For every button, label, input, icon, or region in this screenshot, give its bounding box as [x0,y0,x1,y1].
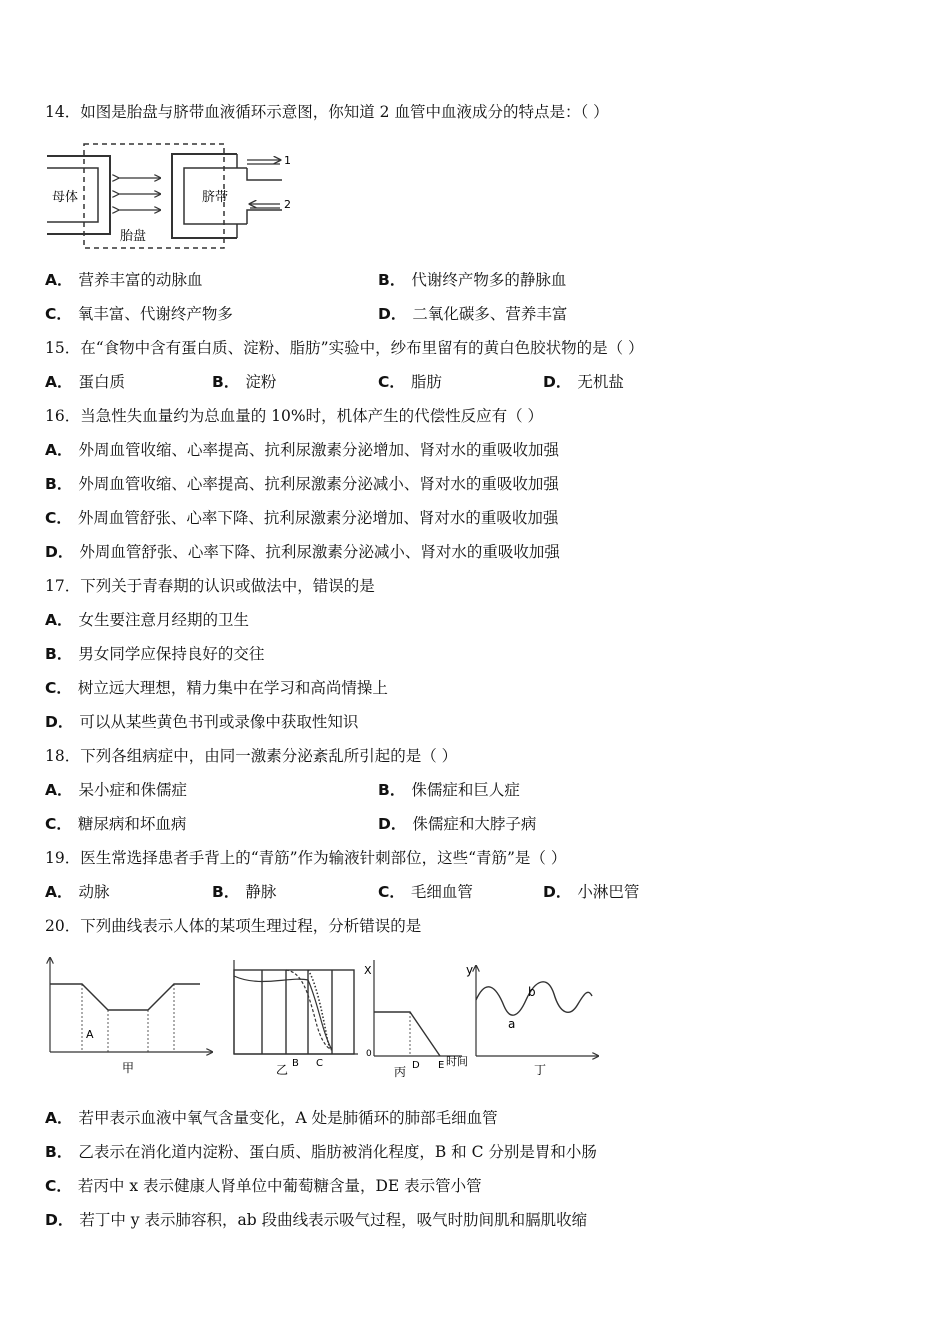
q14-option-b[interactable]: B． 代谢终产物多的静脉血 [378,271,567,289]
q16-stem: 16．当急性失血量约为总血量的 10%时，机体产生的代偿性反应有（ ） [45,407,544,425]
q17-option-d[interactable]: D． 可以从某些黄色书刊或录像中获取性知识 [45,713,359,731]
yi-caption: 乙 [276,1063,289,1077]
bing-zero-label: 0 [366,1049,372,1059]
placenta-cord-diagram [42,140,302,252]
q19-option-b[interactable]: B． 静脉 [212,883,277,901]
q17-option-c[interactable]: C． 树立远大理想，精力集中在学习和高尚情操上 [45,679,388,697]
bing-curve [374,1012,440,1056]
ding-b-label: b [528,985,536,999]
q19-option-c[interactable]: C． 毛细血管 [378,883,473,901]
q16-option-c[interactable]: C． 外周血管舒张、心率下降、抗利尿激素分泌增加、肾对水的重吸收加强 [45,509,559,527]
q20-option-b[interactable]: B． 乙表示在消化道内淀粉、蛋白质、脂肪被消化程度，B 和 C 分别是胃和小肠 [45,1143,597,1161]
q19-option-d[interactable]: D． 小淋巴管 [543,883,640,901]
q16-option-b[interactable]: B． 外周血管收缩、心率提高、抗利尿激素分泌减小、肾对水的重吸收加强 [45,475,559,493]
q19-option-a[interactable]: A． 动脉 [45,883,110,901]
q15-option-a[interactable]: A． 蛋白质 [45,373,126,391]
bing-time-label: 时间 [446,1055,468,1068]
yi-curve-fat [308,970,332,1050]
vessel-2-label: 2 [284,198,291,211]
yi-B-label: B [292,1058,299,1069]
bing-D-label: D [412,1060,420,1071]
bing-x-label: X [364,964,372,977]
q18-option-b[interactable]: B． 侏儒症和巨人症 [378,781,520,799]
q15-option-c[interactable]: C． 脂肪 [378,373,442,391]
q19-stem: 19．医生常选择患者手背上的“青筋”作为输液针刺部位，这些“青筋”是（ ） [45,849,567,867]
q17-option-a[interactable]: A． 女生要注意月经期的卫生 [45,611,250,629]
q14-stem: 14．如图是胎盘与脐带血液循环示意图，你知道 2 血管中血液成分的特点是：（ ） [45,103,609,121]
q15-stem: 15．在“食物中含有蛋白质、淀粉、脂肪”实验中，纱布里留有的黄白色胶状物的是（ ） [45,339,644,357]
jia-curve [50,984,200,1010]
q20-stem: 20．下列曲线表示人体的某项生理过程，分析错误的是 [45,917,422,935]
q20-option-d[interactable]: D． 若丁中 y 表示肺容积，ab 段曲线表示吸气过程，吸气时肋间肌和膈肌收缩 [45,1211,588,1229]
q16-option-d[interactable]: D． 外周血管舒张、心率下降、抗利尿激素分泌减小、肾对水的重吸收加强 [45,543,560,561]
placenta-label: 胎盘 [120,229,147,244]
graph-ding [466,963,598,1077]
q17-stem: 17．下列关于青春期的认识或做法中，错误的是 [45,577,375,595]
graph-yi [234,960,358,1077]
yi-curve-starch [234,976,332,1050]
bing-E-label: E [438,1060,445,1071]
q18-stem: 18．下列各组病症中，由同一激素分泌紊乱所引起的是（ ） [45,747,458,765]
q20-option-c[interactable]: C． 若丙中 x 表示健康人肾单位中葡萄糖含量，DE 表示管小管 [45,1177,482,1195]
ding-caption: 丁 [534,1063,547,1077]
mother-label: 母体 [52,190,79,205]
graph-jia [50,958,212,1075]
q14-option-a[interactable]: A． 营养丰富的动脉血 [45,271,203,289]
physiology-curves-figure [40,952,610,1082]
q18-option-a[interactable]: A． 呆小症和侏儒症 [45,781,188,799]
ding-a-label: a [508,1017,516,1031]
q14-option-d[interactable]: D． 二氧化碳多、营养丰富 [378,305,568,323]
q20-option-a[interactable]: A． 若甲表示血液中氧气含量变化，A 处是肺循环的肺部毛细血管 [45,1109,498,1127]
jia-A-label: A [86,1028,94,1041]
q15-option-b[interactable]: B． 淀粉 [212,373,277,391]
yi-C-label: C [316,1058,323,1069]
q18-option-d[interactable]: D． 侏儒症和大脖子病 [378,815,537,833]
vessel-1-label: 1 [284,154,291,167]
bing-caption: 丙 [394,1065,407,1079]
q15-option-d[interactable]: D． 无机盐 [543,373,624,391]
jia-caption: 甲 [122,1061,135,1075]
cord-label: 脐带 [202,190,229,205]
graph-bing [364,960,468,1079]
ding-y-label: y [466,963,474,977]
q18-option-c[interactable]: C． 糖尿病和坏血病 [45,815,187,833]
q14-option-c[interactable]: C． 氧丰富、代谢终产物多 [45,305,233,323]
q16-option-a[interactable]: A． 外周血管收缩、心率提高、抗利尿激素分泌增加、肾对水的重吸收加强 [45,441,560,459]
q17-option-b[interactable]: B． 男女同学应保持良好的交往 [45,645,265,663]
